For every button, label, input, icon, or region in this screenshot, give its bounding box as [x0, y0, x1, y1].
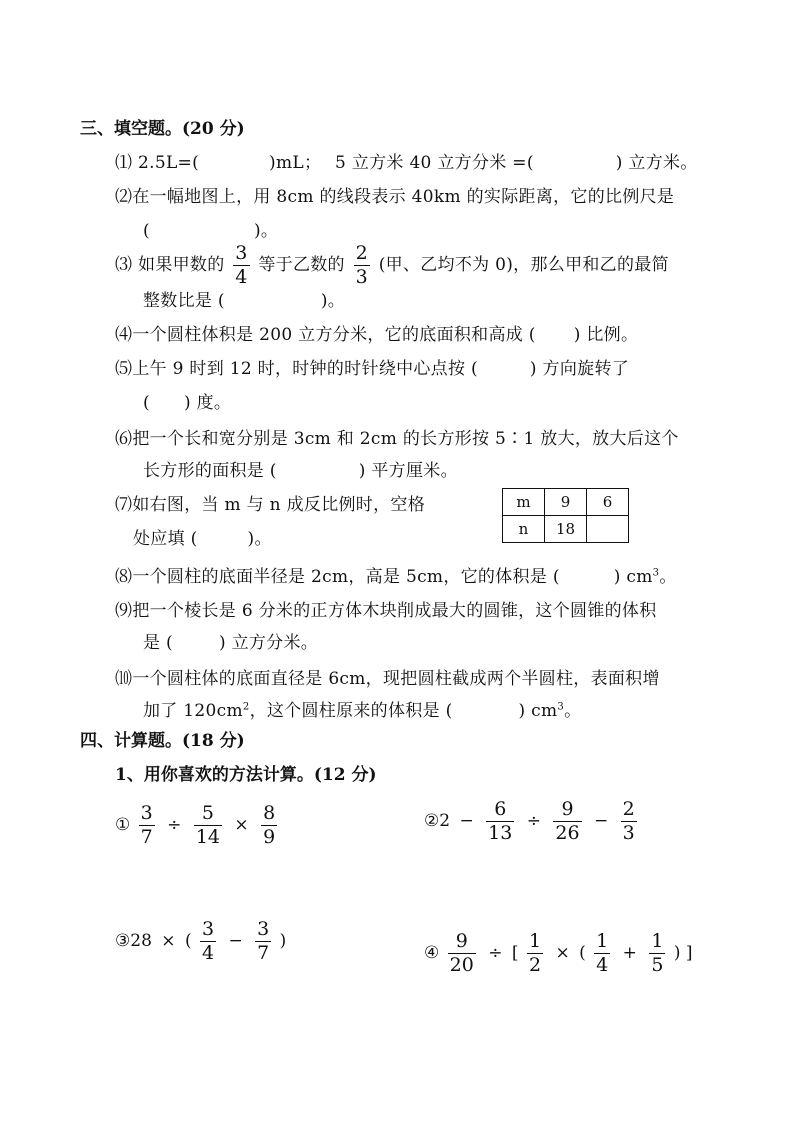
superscript: 2: [242, 701, 250, 713]
q7-text-a: 如右图，当 m 与 n 成反比例时，空格: [132, 495, 425, 515]
fraction: $\frac{1}{2}$: [528, 930, 542, 976]
operator: ×: [234, 815, 249, 835]
q8-text-b: ) cm: [613, 567, 653, 587]
fraction: $\frac{1}{4}$: [596, 930, 609, 976]
question-9-line-2: [143, 628, 318, 653]
question-number: ⑹: [115, 429, 133, 449]
fraction: $\frac{1}{5}$: [651, 930, 664, 976]
question-6: [115, 424, 679, 449]
table-cell: 9: [545, 489, 587, 516]
question-4: [115, 320, 638, 345]
calc-problem-2: [424, 800, 640, 843]
fraction: $\frac{9}{26}$: [555, 798, 580, 844]
question-number: ⑼: [115, 601, 133, 621]
q10-text-a: 一个圆柱体的底面直径是 6cm，现把圆柱截成两个半圆柱，表面积增: [132, 669, 660, 689]
operator: −: [593, 811, 609, 831]
question-8: [115, 562, 677, 587]
q9-line-2-a: 是 (: [143, 633, 173, 653]
q1-text-b: )mL；: [269, 153, 322, 173]
q3-text-c: (甲、乙均不为 0)，那么甲和乙的最简: [378, 255, 669, 275]
operator: ÷: [488, 943, 503, 963]
operator: ×: [555, 943, 570, 963]
question-number: ⑺: [115, 495, 133, 515]
q2-paren-close: )。: [253, 221, 279, 241]
operator: ÷: [167, 815, 182, 835]
fraction: $\frac{3}{7}$: [257, 918, 270, 964]
question-number: ⑸: [115, 359, 133, 379]
question-5-line-2: [143, 388, 231, 413]
q10-line-2-b: ，这个圆柱原来的体积是 (: [249, 701, 453, 721]
table-cell-empty[interactable]: [587, 516, 629, 543]
question-3-line-2: [143, 286, 345, 311]
q4-text-b: ) 比例。: [573, 325, 639, 345]
paren-open: (: [184, 931, 192, 951]
integer: 2: [439, 811, 451, 831]
q9-line-2-b: ) 立方分米。: [218, 633, 319, 653]
operator: −: [228, 931, 243, 951]
q1-text-d: ) 立方米。: [615, 153, 698, 173]
bracket-close: ]: [685, 943, 693, 963]
q5-paren-open: (: [143, 393, 150, 413]
operator: ÷: [526, 811, 541, 831]
question-5: [115, 354, 629, 379]
question-number: ⑷: [115, 325, 133, 345]
question-number: ⑶: [115, 255, 133, 275]
section-calc-title: 四、计算题。(18 分): [80, 731, 245, 751]
section-fill-title: 三、填空题。(20 分): [80, 119, 245, 139]
q10-end: 。: [564, 701, 582, 721]
q8-end: 。: [659, 567, 677, 587]
question-2: [115, 182, 674, 207]
paren-open: (: [579, 943, 586, 963]
q3-line-2-b: )。: [320, 291, 346, 311]
fraction: $\frac{9}{20}$: [449, 930, 474, 976]
q2-line-1: 在一幅地图上，用 8cm 的线段表示 40km 的实际距离，它的比例尺是: [132, 187, 675, 207]
fraction: $\frac{5}{14}$: [195, 802, 220, 848]
superscript: 3: [652, 567, 660, 579]
section-calc-subtitle: 1、用你喜欢的方法计算。(12 分): [115, 765, 377, 785]
question-number: ⑵: [115, 187, 133, 207]
q7-line-2-b: )。: [247, 529, 272, 549]
q5-text-b: ) 方向旋转了: [529, 359, 630, 379]
q1-text-a: 2.5L=(: [138, 153, 200, 173]
q3-line-2-a: 整数比是 (: [143, 291, 225, 311]
question-3: [115, 244, 669, 287]
question-number: ⑴: [115, 153, 133, 173]
fraction: $\frac{3}{7}$: [140, 802, 153, 848]
fraction: $\frac{2}{3}$: [622, 798, 635, 844]
question-number: ⑻: [115, 567, 133, 587]
operator: +: [622, 943, 637, 963]
question-1: [115, 148, 698, 173]
calc-problem-3: [115, 920, 286, 963]
table-cell: 18: [545, 516, 587, 543]
question-7-line-2: [133, 524, 272, 549]
q5-paren-close: ) 度。: [183, 393, 232, 413]
q3-text-a: 如果甲数的: [138, 255, 225, 275]
question-7: [115, 490, 425, 515]
question-10: [115, 664, 660, 689]
question-6-line-2: [143, 456, 458, 481]
q6-line-2-a: 长方形的面积是 (: [143, 461, 277, 481]
problem-number: ③: [115, 931, 131, 951]
proportion-table: [502, 488, 629, 543]
q2-paren-open: (: [143, 221, 150, 241]
paren-close: ): [279, 931, 287, 951]
q10-line-2-c: ) cm: [518, 701, 558, 721]
question-2-line-2: [143, 216, 278, 241]
operator: −: [459, 811, 474, 831]
problem-number: ②: [424, 811, 440, 831]
q6-text-a: 把一个长和宽分别是 3cm 和 2cm 的长方形按 5∶1 放大，放大后这个: [132, 429, 679, 449]
question-9: [115, 596, 657, 621]
table-row: [503, 489, 629, 516]
operator: ×: [161, 931, 176, 951]
q8-text-a: 一个圆柱的底面半径是 2cm，高是 5cm，它的体积是 (: [132, 567, 560, 587]
fraction: $\frac{2}{3}$: [355, 242, 368, 288]
q10-line-2-a: 加了 120cm: [143, 701, 243, 721]
q1-text-c: 5 立方米 40 立方分米 =(: [335, 153, 534, 173]
calc-problem-4: [424, 932, 693, 975]
integer: 28: [130, 931, 152, 951]
q4-text-a: 一个圆柱体积是 200 立方分米，它的底面积和高成 (: [132, 325, 536, 345]
problem-number: ④: [424, 943, 440, 963]
table-cell: m: [503, 489, 545, 516]
paren-close: ): [673, 943, 681, 963]
q3-text-b: 等于乙数的: [258, 255, 345, 275]
q6-line-2-b: ) 平方厘米。: [358, 461, 458, 481]
q5-text-a: 上午 9 时到 12 时，时钟的时针绕中心点按 (: [132, 359, 478, 379]
table-row: [503, 516, 629, 543]
fraction: $\frac{8}{9}$: [263, 802, 276, 848]
q7-line-2-a: 处应填 (: [133, 529, 198, 549]
table-cell: 6: [587, 489, 629, 516]
problem-number: ①: [115, 815, 131, 835]
table-cell: n: [503, 516, 545, 543]
question-number: ⑽: [115, 669, 133, 689]
q9-text-a: 把一个棱长是 6 分米的正方体木块削成最大的圆锥，这个圆锥的体积: [132, 601, 657, 621]
fraction: $\frac{3}{4}$: [202, 918, 215, 964]
superscript: 3: [557, 701, 565, 713]
fraction: $\frac{6}{13}$: [488, 798, 513, 844]
fraction: $\frac{3}{4}$: [235, 242, 248, 288]
calc-problem-1: [115, 804, 280, 847]
question-10-line-2: [143, 696, 581, 721]
bracket-open: [: [511, 943, 519, 963]
